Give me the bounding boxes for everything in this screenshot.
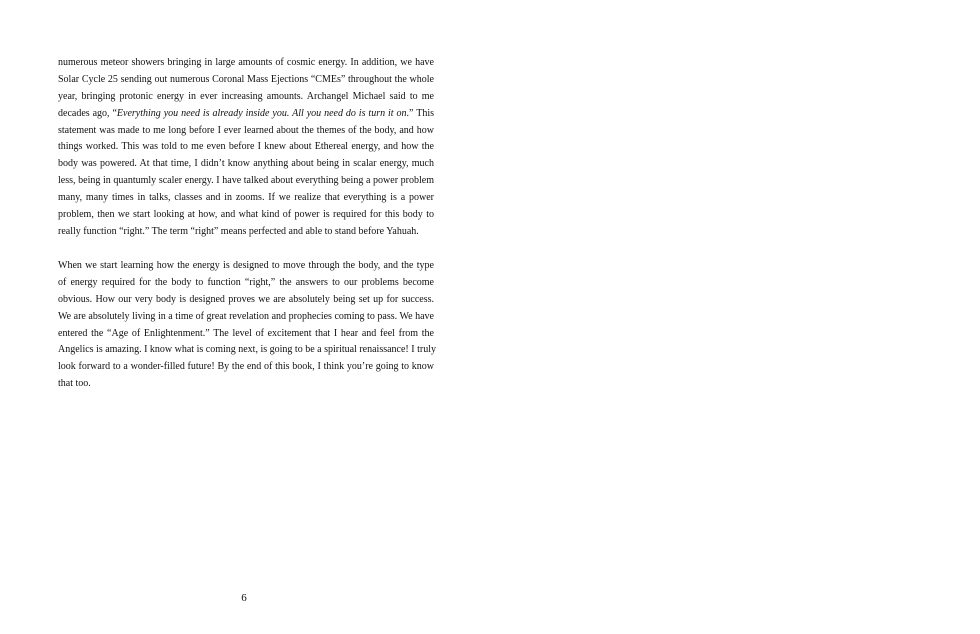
paragraph-line: year, bringing protonic energy in ever increasing amounts. Archangel Michael said to me bbox=[58, 90, 434, 102]
paragraph-2 bbox=[58, 258, 434, 393]
paragraph-line: look forward to a wonder-filled future! By the end of this book, I think you’re going to know bbox=[58, 361, 434, 373]
page-number: 6 bbox=[241, 592, 247, 604]
paragraph-1 bbox=[58, 55, 434, 241]
paragraph-line: problem, then we start looking at how, and what kind of power is required for this body to bbox=[58, 209, 434, 221]
paragraph-line: We are absolutely living in a time of great revelation and prophecies coming to pass. We have bbox=[58, 310, 434, 322]
paragraph-line: many, many times in talks, classes and in zooms. If we realize that everything is a power bbox=[58, 192, 434, 204]
paragraph-line: obvious. How our very body is designed proves we are absolutely being set up for success. bbox=[58, 293, 434, 305]
paragraph-line: numerous meteor showers bringing in large amounts of cosmic energy. In addition, we have bbox=[58, 57, 434, 68]
paragraph-line: statement was made to me long before I ever learned about the themes of the body, and how bbox=[58, 124, 434, 136]
archangel-quote: Everything you need is already inside you. All you need do is turn it on bbox=[116, 107, 407, 119]
paragraph-line: Solar Cycle 25 sending out numerous Coronal Mass Ejections “CMEs” throughout the whole bbox=[58, 73, 434, 85]
paragraph-line: Angelics is amazing. I know what is coming next, is going to be a spiritual renaissance! I truly bbox=[58, 344, 436, 356]
quote-line bbox=[58, 106, 434, 123]
paragraph-line: of energy required for the body to function “right,” the answers to our problems become bbox=[58, 276, 434, 288]
paragraph-line: less, being in quantumly scaler energy. I have talked about everything being a power problem bbox=[58, 175, 434, 187]
paragraph-line: When we start learning how the energy is designed to move through the body, and the type bbox=[58, 260, 434, 271]
paragraph-line: body was powered. At that time, I didn’t know anything about being in scalar energy, much bbox=[58, 158, 434, 170]
paragraph-line: really function “right.” The term “right” means perfected and able to stand before Yahuah. bbox=[58, 225, 419, 237]
quote-line-before: decades ago, “ bbox=[58, 107, 117, 119]
quote-line-after: .” This bbox=[406, 107, 434, 119]
paragraph-line: entered the “Age of Enlightenment.” The level of excitement that I hear and feel from the bbox=[58, 327, 434, 339]
paragraph-line: things worked. This was told to me even before I knew about Ethereal energy, and how the bbox=[58, 141, 434, 153]
paragraph-line: that too. bbox=[58, 378, 91, 390]
